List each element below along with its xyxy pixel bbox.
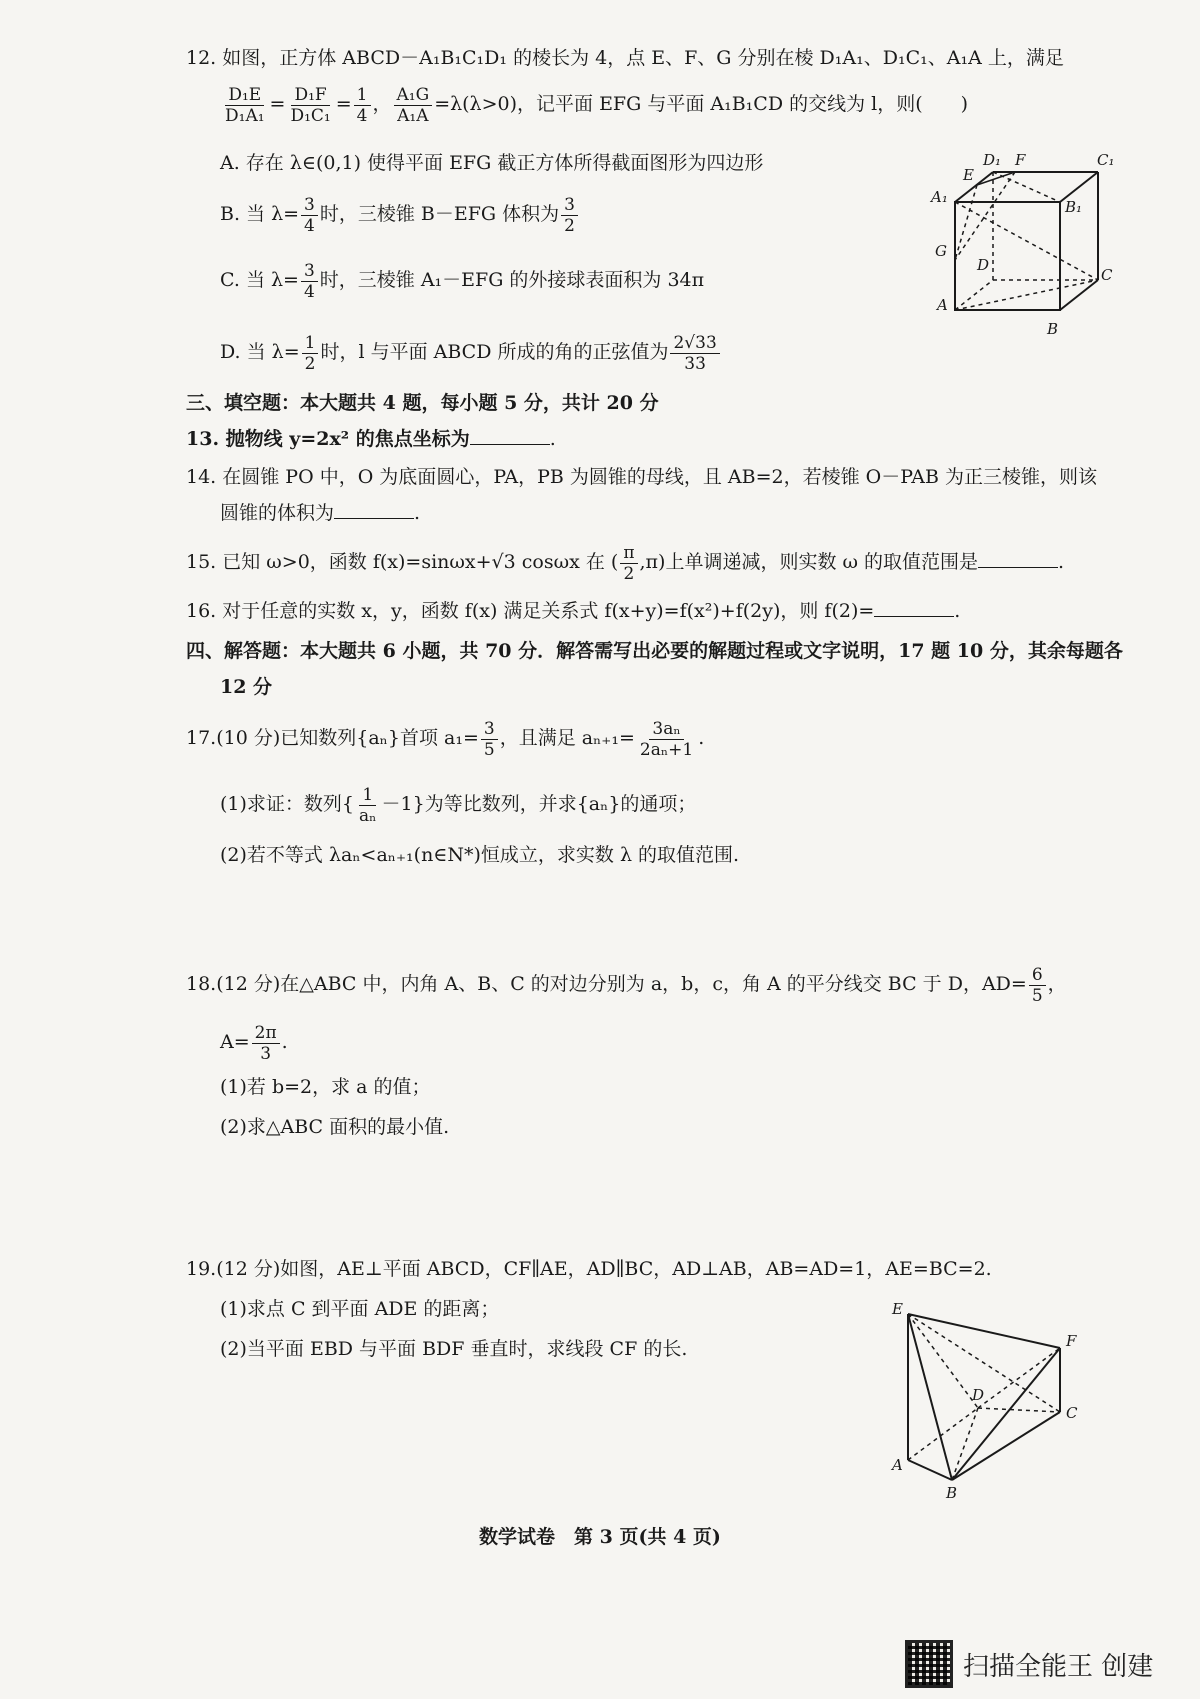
q12-option-d: D. 当 λ= $\frac{1}{2}$ 时，l 与平面 ABCD 所成的角的正弦值为 $\frac{2√33}{33}$ <box>220 330 722 374</box>
label-E: E <box>963 166 974 184</box>
q12-option-c: C. 当 λ= $\frac{3}{4}$ 时，三棱锥 A₁－EFG 的外接球表面积为 34π <box>220 260 705 302</box>
section-4-heading-line1: 四、解答题：本大题共 6 小题，共 70 分．解答需写出必要的解题过程或文字说明，17 题 10 分，其余每题各 <box>186 640 1123 662</box>
q16-answer-blank <box>874 598 954 617</box>
qr-code-icon <box>905 1640 953 1688</box>
q14-answer-blank <box>334 500 414 519</box>
label-A1: A₁ <box>931 188 948 206</box>
page-footer: 数学试卷 第 3 页(共 4 页) <box>479 1526 721 1548</box>
q15-answer-blank <box>978 549 1058 568</box>
label-C1: C₁ <box>1097 151 1115 169</box>
label-D-19: D <box>972 1386 985 1404</box>
q19-stem: 19.(12 分)如图，AE⊥平面 ABCD，CF∥AE，AD∥BC，AD⊥AB，AB=AD=1，AE=BC=2. <box>186 1258 992 1280</box>
q18-stem-line2: A= $\frac{2\pi}{3}$ . <box>220 1022 288 1064</box>
q13: 13. 抛物线 y=2x² 的焦点坐标为 . <box>186 428 556 450</box>
solid-figure-19 <box>880 1300 1100 1500</box>
q17-part2: (2)若不等式 λaₙ<aₙ₊₁(n∈N*)恒成立，求实数 λ 的取值范围. <box>220 844 740 866</box>
q18-part1: (1)若 b=2，求 a 的值； <box>220 1076 431 1098</box>
scanner-watermark <box>905 1640 1153 1688</box>
label-E-19: E <box>892 1300 903 1318</box>
q12-frac-quarter: $\frac{1}{4}$ <box>354 85 371 126</box>
label-A-19: A <box>892 1456 903 1474</box>
q12-frac1: $\frac{\text{D₁E}}{\text{D₁A₁}}$ <box>225 84 265 126</box>
section-3-heading: 三、填空题：本大题共 4 题，每小题 5 分，共计 20 分 <box>186 392 659 414</box>
q18-stem-line1: 18.(12 分)在△ABC 中，内角 A、B、C 的对边分别为 a，b，c，角 A 的平分线交 BC 于 D，AD= $\frac{6}{5}$ ， <box>186 964 1067 1006</box>
label-G: G <box>935 242 947 260</box>
label-D: D <box>977 256 990 274</box>
q18-part2: (2)求△ABC 面积的最小值. <box>220 1116 450 1138</box>
q12-frac3: $\frac{\text{A₁G}}{\text{A₁A}}$ <box>394 85 433 126</box>
q14-line2: 圆锥的体积为 . <box>220 502 421 524</box>
q19-part1: (1)求点 C 到平面 ADE 的距离； <box>220 1298 500 1320</box>
label-C: C <box>1101 266 1113 284</box>
q12-stem-line1: 12. 如图，正方体 ABCD－A₁B₁C₁D₁ 的棱长为 4，点 E、F、G 分别在棱 D₁A₁、D₁C₁、A₁A 上，满足 <box>186 47 1064 69</box>
label-A: A <box>937 296 948 314</box>
q17-part1: (1)求证：数列{ $\frac{1}{\text{aₙ}}$ －1}为等比数列，并求{aₙ}的通项； <box>220 784 697 826</box>
label-B: B <box>1047 320 1059 338</box>
cube-figure <box>915 150 1115 360</box>
section-4-heading-line2: 12 分 <box>220 676 273 698</box>
label-B1: B₁ <box>1065 198 1083 216</box>
q19-part2: (2)当平面 EBD 与平面 BDF 垂直时，求线段 CF 的长. <box>220 1338 688 1360</box>
watermark-text: 扫描全能王 创建 <box>963 1651 1154 1682</box>
q12-option-b: B. 当 λ= $\frac{3}{4}$ 时，三棱锥 B－EFG 体积为 $\frac{3}{2}$ <box>220 192 580 236</box>
label-C-19: C <box>1066 1404 1078 1422</box>
q17-stem: 17.(10 分)已知数列{aₙ}首项 a₁= $\frac{3}{5}$ ，且满足 aₙ₊₁= $\frac{\text{3aₙ}}{\text{2aₙ+1}}$ . <box>186 718 705 760</box>
q16: 16. 对于任意的实数 x，y，函数 f(x) 满足关系式 f(x+y)=f(x²)+f(2y)，则 f(2)= . <box>186 600 961 622</box>
label-D1: D₁ <box>983 151 1002 169</box>
label-B-19: B <box>946 1484 958 1500</box>
q12-stem-line2: $\frac{\text{D₁E}}{\text{D₁A₁}}$ = $\frac{\text{D₁F}}{\text{D₁C₁}}$ = $\frac{1}{4}$ ， $\frac{\text{A₁G}}{\text{A₁A}}$ =λ(λ>0)，记平面 EFG 与平面 A₁B₁CD 的交线为 l，则( ) <box>220 82 968 126</box>
q14-line1: 14. 在圆锥 PO 中，O 为底面圆心，PA，PB 为圆锥的母线，且 AB=2，若棱锥 O－PAB 为正三棱锥，则该 <box>186 466 1097 488</box>
label-F-19: F <box>1066 1332 1077 1350</box>
q12-option-a: A. 存在 λ∈(0,1) 使得平面 EFG 截正方体所得截面图形为四边形 <box>220 152 764 174</box>
q15: 15. 已知 ω>0，函数 f(x)=sinωx+√3 cosωx 在 ( $\frac{\pi}{2}$ ,π)上单调递减，则实数 ω 的取值范围是 . <box>186 542 1065 584</box>
q12-frac2: $\frac{\text{D₁F}}{\text{D₁C₁}}$ <box>290 84 331 126</box>
label-F: F <box>1015 151 1026 169</box>
q13-answer-blank <box>470 426 550 445</box>
